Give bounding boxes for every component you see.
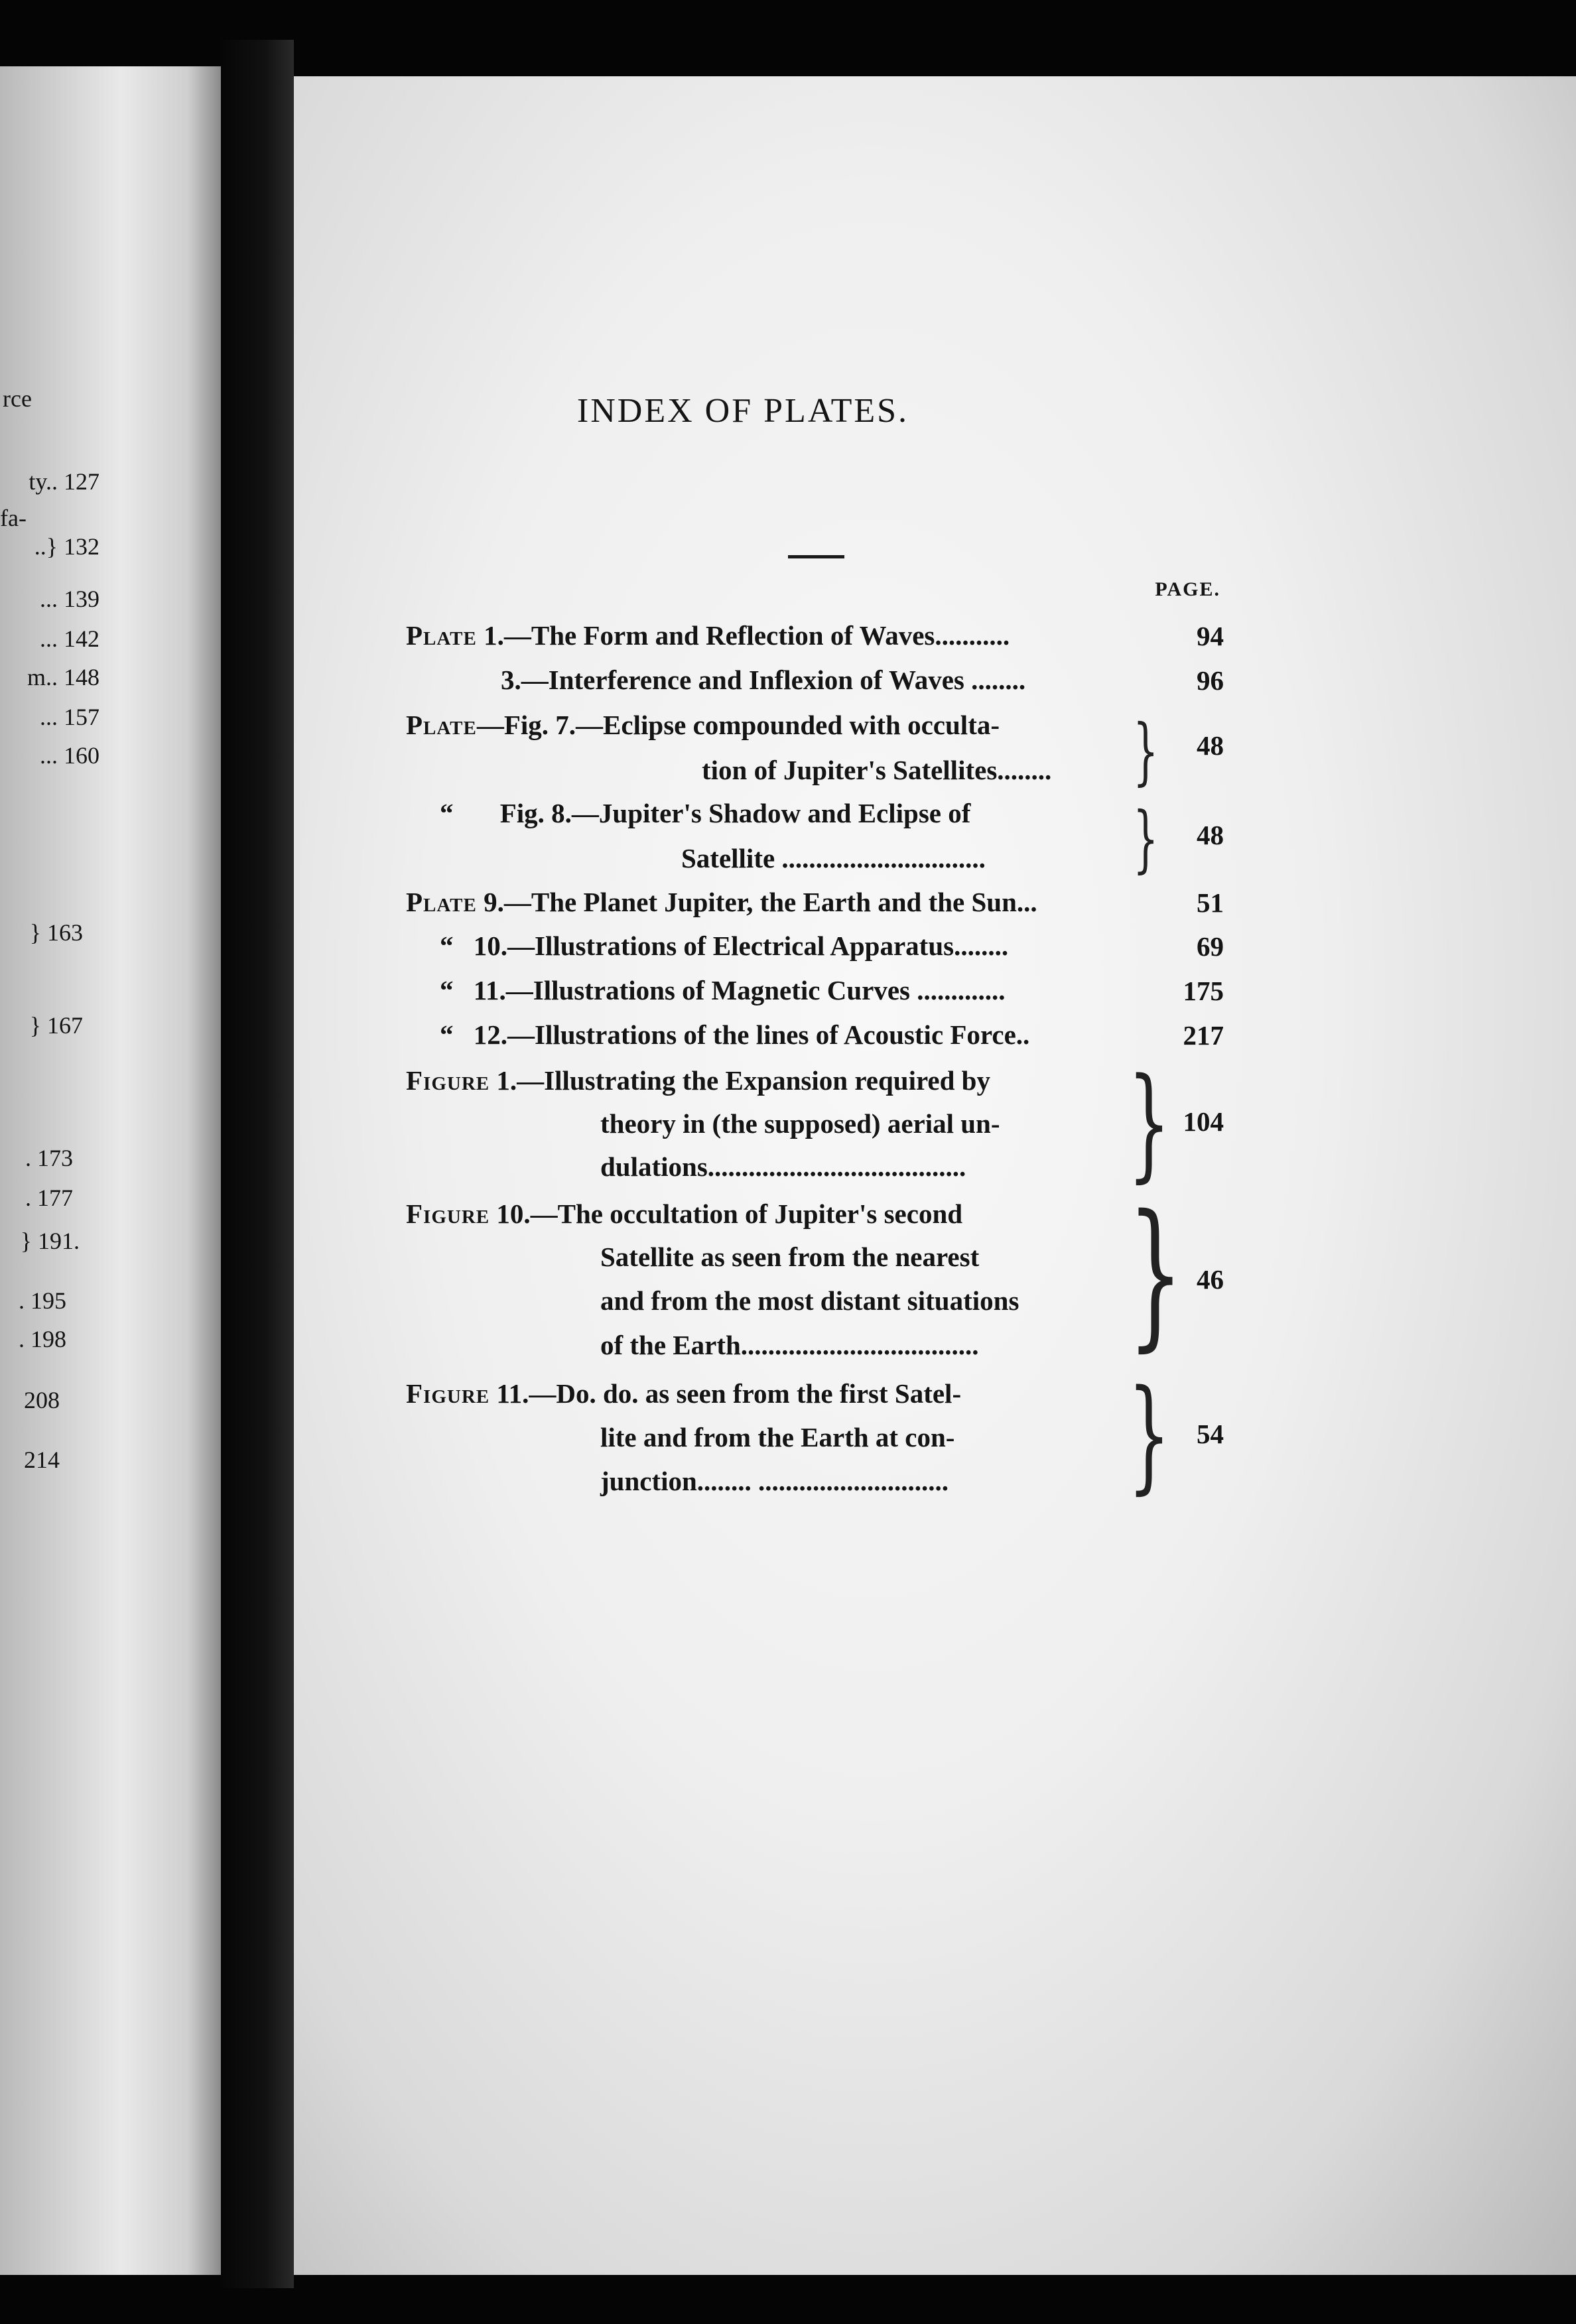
facing-page-fragment (0, 66, 221, 2275)
right-brace: } (1133, 796, 1159, 881)
entry-text: 12.—Illustrations of the lines of Acoustic Force.. (473, 1019, 1030, 1050)
index-entry (406, 1059, 990, 1102)
entry-label: “ (440, 975, 454, 1005)
entry-text: 10.—The occultation of Jupiter's second (496, 1198, 963, 1229)
entry-continuation: junction........ ............................ (600, 1466, 949, 1496)
entry-label: Plate (406, 887, 477, 917)
facing-page-line: ... 139 (40, 586, 99, 612)
entry-label: Plate (406, 620, 477, 651)
index-entry (406, 703, 1000, 747)
entry-continuation: dulations...................................... (600, 1151, 966, 1182)
index-entry (406, 880, 1037, 924)
facing-page-line: . 195 (19, 1287, 66, 1314)
index-entry (406, 1192, 962, 1236)
entry-text: 9.—The Planet Jupiter, the Earth and the Sun... (484, 887, 1037, 917)
entry-page-number: 96 (1197, 665, 1224, 696)
facing-page-line: 208 (24, 1387, 60, 1413)
entry-label: Figure (406, 1065, 490, 1096)
facing-page-line: ... 157 (40, 704, 99, 730)
entry-text: 11.—Illustrations of Magnetic Curves ............. (473, 975, 1006, 1005)
index-entry (440, 924, 1008, 968)
entry-text: 1.—The Form and Reflection of Waves........... (484, 620, 1010, 651)
entry-continuation: of the Earth................................... (600, 1330, 979, 1360)
entry-page-number: 48 (1197, 730, 1224, 761)
entry-text: Fig. 8.—Jupiter's Shadow and Eclipse of (499, 798, 971, 828)
entry-page-number: 217 (1183, 1020, 1224, 1051)
facing-page-line: } 167 (29, 1012, 83, 1039)
facing-page-line: } 163 (29, 919, 83, 946)
facing-page-line: ... 160 (40, 742, 99, 769)
book-gutter (221, 40, 294, 2288)
entry-page-number: 46 (1197, 1264, 1224, 1295)
right-brace: } (1133, 708, 1159, 793)
index-entry (440, 791, 970, 835)
facing-page-line: m.. 148 (27, 664, 99, 690)
facing-page-line: ..} 132 (34, 533, 99, 560)
entry-label: Plate (406, 710, 477, 740)
entry-label: Figure (406, 1378, 490, 1409)
facing-page-line: } 191. (20, 1228, 80, 1254)
entry-label: “ (440, 1019, 454, 1050)
entry-page-number: 48 (1197, 820, 1224, 850)
entry-continuation: Satellite as seen from the nearest (600, 1242, 980, 1272)
facing-page-line: rce (3, 385, 32, 412)
index-entry (406, 1372, 961, 1415)
index-entry (440, 1013, 1029, 1057)
entry-page-number: 94 (1197, 621, 1224, 651)
entry-text: —Fig. 7.—Eclipse compounded with occulta- (476, 710, 1000, 740)
index-entry (440, 968, 1006, 1012)
entry-page-number: 104 (1183, 1106, 1224, 1137)
entry-continuation: Satellite .............................. (681, 843, 986, 873)
entry-text: 10.—Illustrations of Electrical Apparatus........ (473, 931, 1009, 961)
page-column-header: PAGE. (1155, 578, 1220, 600)
entry-text: 3.—Interference and Inflexion of Waves ........ (501, 665, 1026, 695)
page-title: INDEX OF PLATES. (576, 392, 909, 430)
entry-continuation: tion of Jupiter's Satellites........ (702, 755, 1052, 785)
right-brace: } (1128, 1181, 1183, 1366)
facing-page-line: . 173 (25, 1145, 73, 1171)
facing-page-line: . 198 (19, 1326, 66, 1352)
entry-continuation: and from the most distant situations (600, 1285, 1019, 1316)
entry-label: “ (440, 931, 454, 961)
entry-page-number: 54 (1197, 1419, 1224, 1449)
entry-label: “ (440, 798, 454, 828)
entry-page-number: 51 (1197, 887, 1224, 918)
facing-page-line: . 177 (25, 1185, 73, 1211)
index-entry (501, 658, 1025, 702)
entry-label: Figure (406, 1198, 490, 1229)
entry-continuation: lite and from the Earth at con- (600, 1422, 955, 1452)
facing-page-line: ty.. 127 (29, 468, 99, 495)
entry-page-number: 175 (1183, 976, 1224, 1006)
entry-text: 1.—Illustrating the Expansion required by (496, 1065, 990, 1096)
right-brace: } (1128, 1363, 1171, 1506)
facing-page-line: ... 142 (40, 625, 99, 652)
title-rule (788, 555, 844, 558)
entry-continuation: theory in (the supposed) aerial un- (600, 1108, 1000, 1139)
index-entry (406, 613, 1010, 657)
entry-text: 11.—Do. do. as seen from the first Satel- (496, 1378, 962, 1409)
facing-page-line: 214 (24, 1447, 60, 1473)
right-brace: } (1128, 1051, 1171, 1194)
facing-page-line: fa- (0, 505, 27, 531)
entry-page-number: 69 (1197, 931, 1224, 962)
